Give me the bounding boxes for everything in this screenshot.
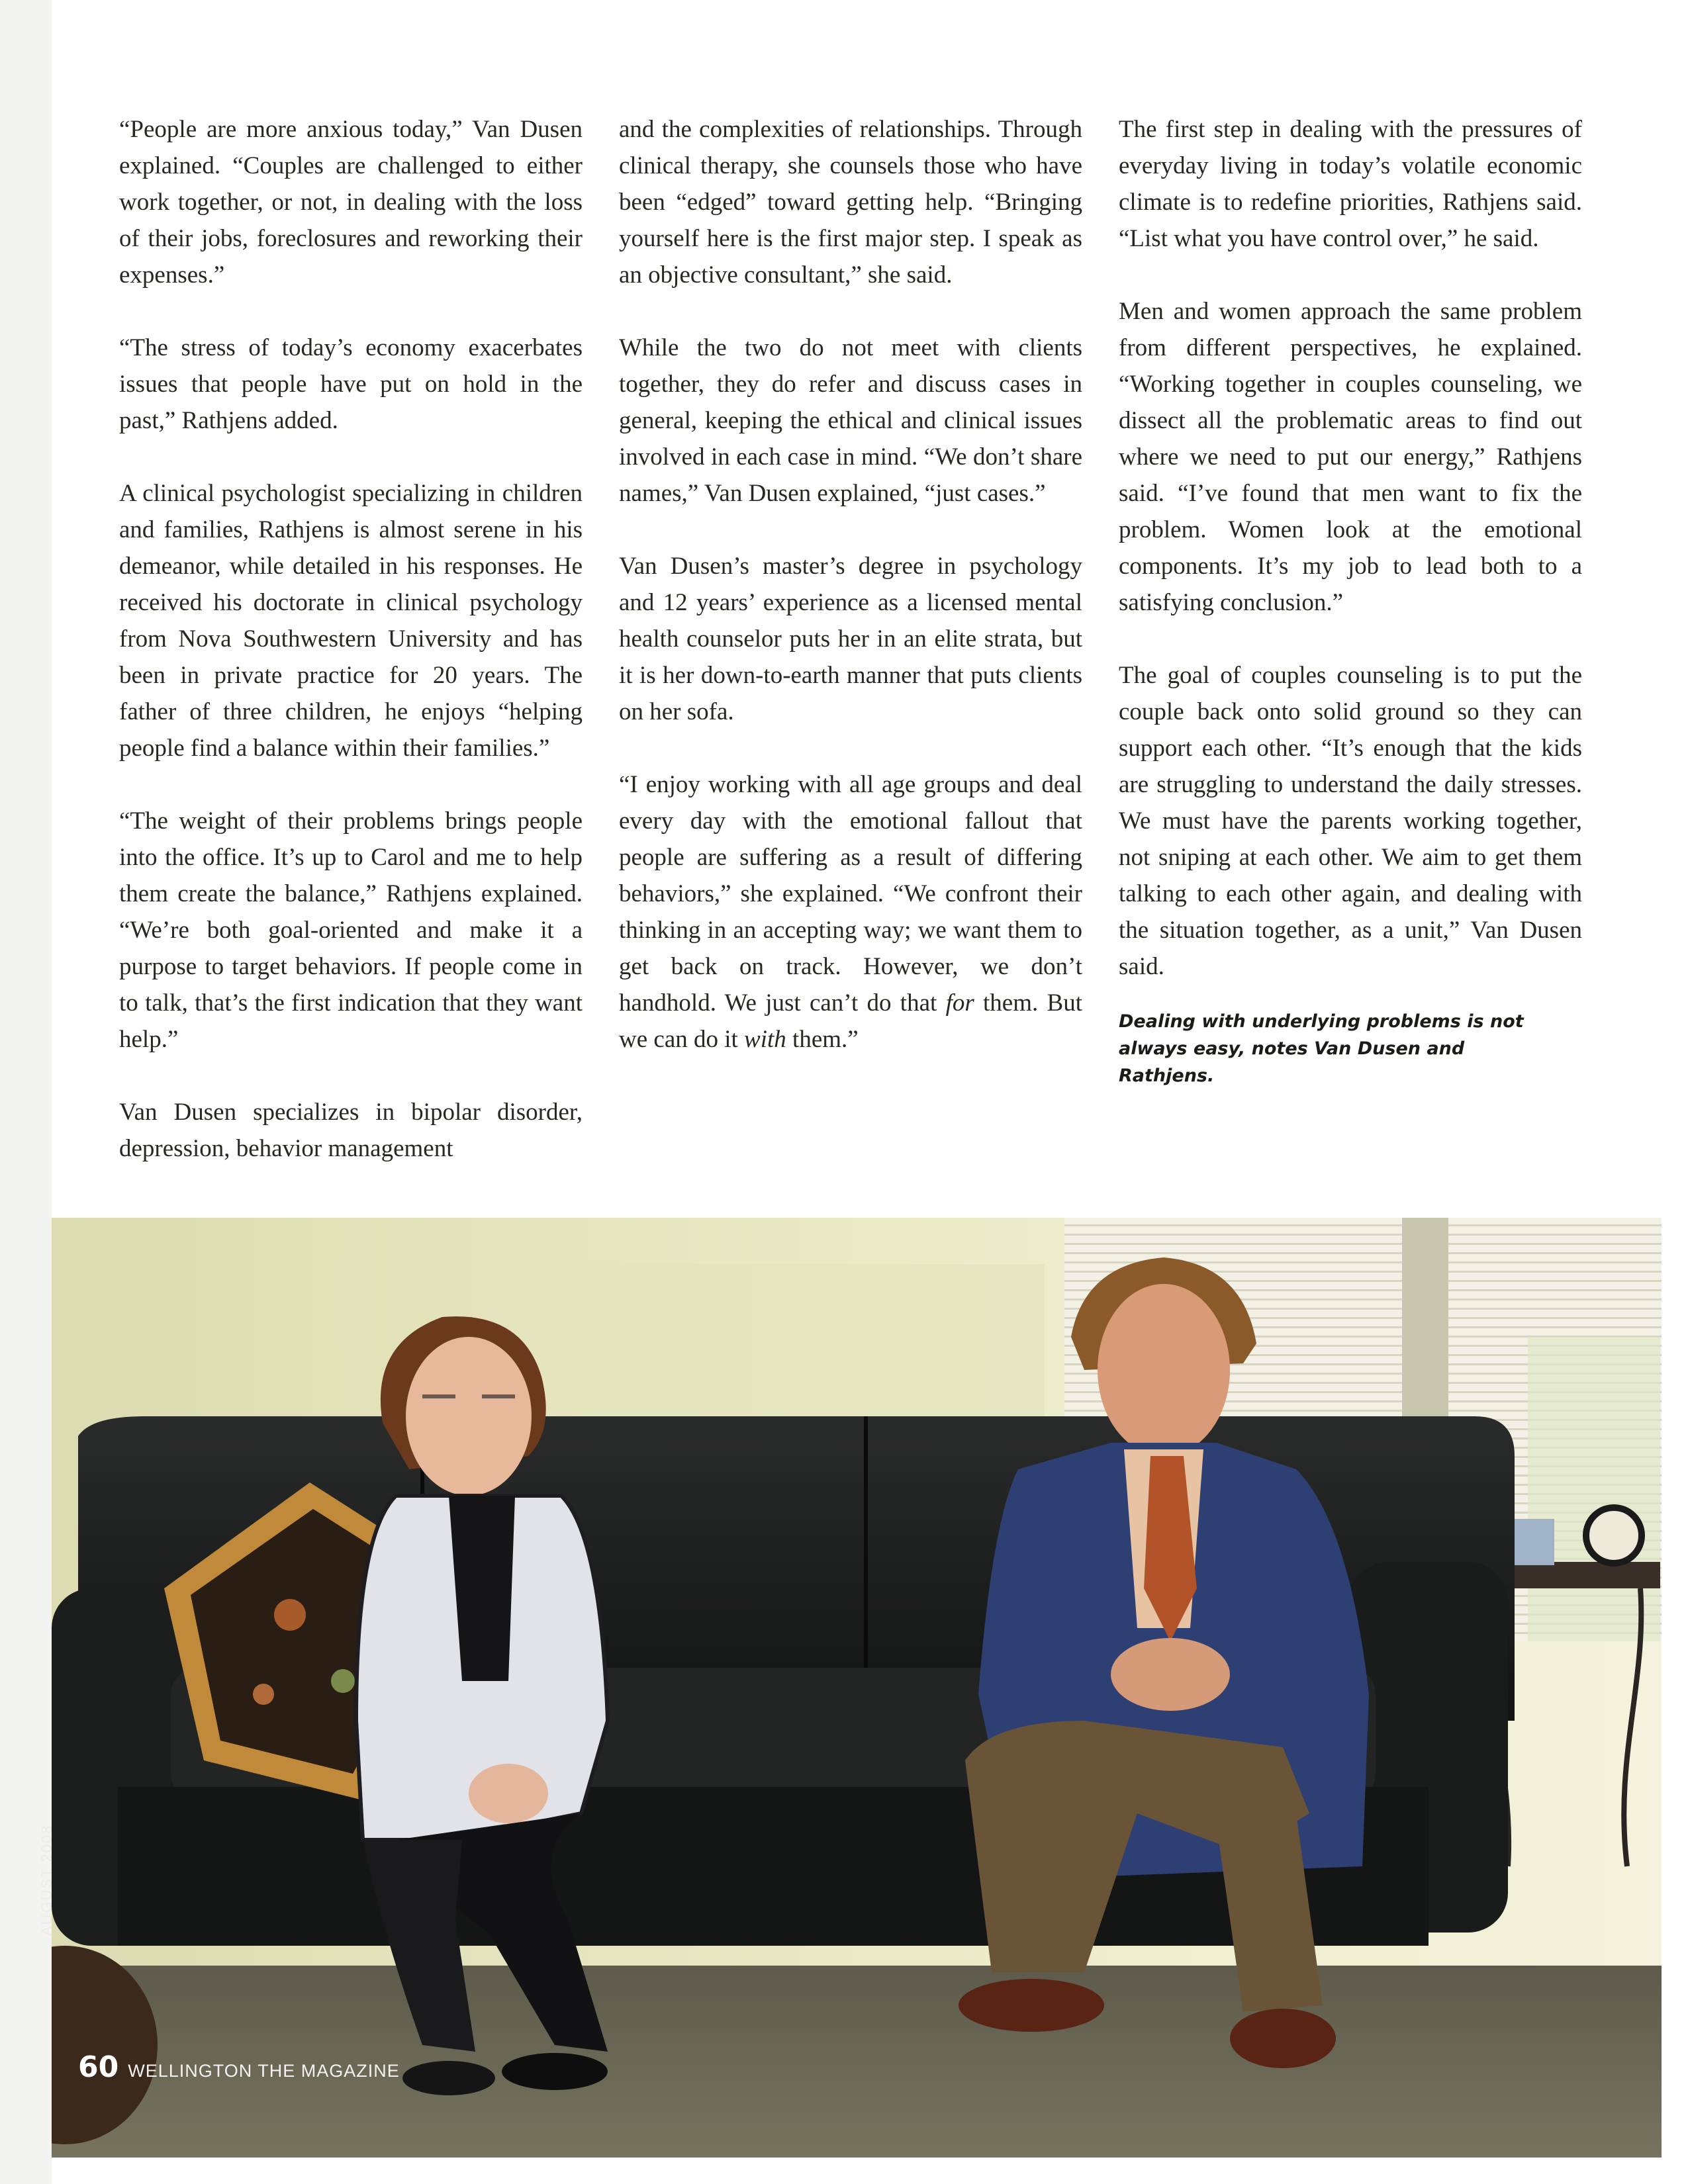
paragraph-quote <box>619 766 1082 1058</box>
paragraph: Men and women approach the same problem from different perspectives, he explained. “Working together in couples counseling, we dissect all the problematic areas to find out where we need to put our energy,” Rathjens said. “I’ve found that men want to fix the problem. Women look at the emotional components. It’s my job to lead both to a satisfying conclusion.” <box>1119 298 1582 616</box>
photo-illustration <box>52 1218 1662 2158</box>
paragraph: “The stress of today’s economy exacerbates issues that people have put on hold in the past,” Rathjens added. <box>119 334 583 434</box>
page-footer <box>78 2050 400 2084</box>
article-body <box>119 111 1602 1210</box>
paragraph: The goal of couples counseling is to put the couple back onto solid ground so they can support each other. “It’s enough that the kids are struggling to understand the daily stresses. We must have the parents working together, not sniping at each other. We aim to get them talking to each other again, and dealing with the situation together, as a unit,” Van Dusen said. <box>1119 662 1582 980</box>
paragraph: Van Dusen’s master’s degree in psychology and 12 years’ experience as a licensed mental health counselor puts her in an elite strata, but it is her down-to-earth manner that puts clients on her sofa. <box>619 553 1082 725</box>
paragraph: While the two do not meet with clients together, they do refer and discuss cases in general, keeping the ethical and clinical issues involved in each case in mind. “We don’t share names,” Van Dusen explained, “just cases.” <box>619 334 1082 507</box>
column-1 <box>119 111 583 1203</box>
paragraph: “People are more anxious today,” Van Dusen explained. “Couples are challenged to either work together, or not, in dealing with the loss of their jobs, foreclosures and reworking their expenses.” <box>119 116 583 289</box>
paragraph: The first step in dealing with the pressures of everyday living in today’s volatile economic climate is to redefine priorities, Rathjens said. “List what you have control over,” he said. <box>1119 116 1582 252</box>
magazine-name: WELLINGTON THE MAGAZINE <box>128 2061 400 2081</box>
paragraph: “The weight of their problems brings people into the office. It’s up to Carol and me to help them create the balance,” Rathjens explained. “We’re both goal-oriented and make it a purpose to target behaviors. If people come in to talk, that’s the first indication that they want help.” <box>119 807 583 1053</box>
quote-emphasis: for <box>945 989 974 1017</box>
page-number: 60 <box>78 2050 119 2084</box>
photo-caption: Dealing with underlying problems is not always easy, notes Van Dusen and Rathjens. <box>1119 1011 1524 1086</box>
quote-text: “I enjoy working with all age groups and deal every day with the emotional fallout that people are suffering as a result of differing behaviors,” she explained. “We confront their thinking in an accepting way; we want them to get back on track. However, we don’t handhold. We just can’t do that <box>619 771 1082 1017</box>
column-2 <box>619 111 1082 1094</box>
column-3 <box>1119 111 1582 1089</box>
desk-clock <box>1586 1508 1642 1563</box>
paragraph: A clinical psychologist specializing in children and families, Rathjens is almost serene in his demeanor, while detailed in his responses. He received his doctorate in clinical psychology from Nova Southwestern University and has been in private practice for 20 years. The father of three children, he enjoys “helping people find a balance within their families.” <box>119 480 583 762</box>
paragraph: and the complexities of relationships. Through clinical therapy, she counsels those who have been “edged” toward getting help. “Bringing yourself here is the first major step. I speak as an objective consultant,” she said. <box>619 116 1082 289</box>
quote-text: them. But we can do it <box>619 989 1082 1053</box>
article-photo <box>52 1218 1662 2158</box>
paragraph: Van Dusen specializes in bipolar disorder, depression, behavior management <box>119 1099 583 1162</box>
quote-emphasis: with <box>744 1026 786 1053</box>
quote-text: them.” <box>786 1026 859 1053</box>
issue-date: AUGUST 2008 <box>38 1824 55 1936</box>
